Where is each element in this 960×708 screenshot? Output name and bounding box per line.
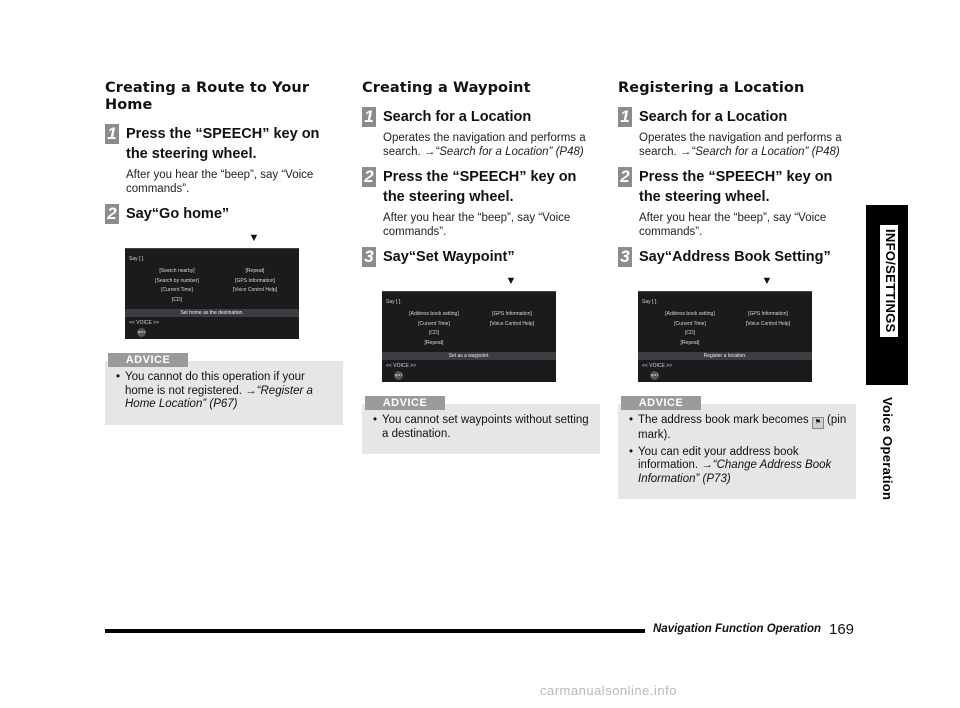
step-1 [105,124,343,196]
step-title: Say“Set Waypoint” [383,249,515,265]
chapter-sidebar [866,205,908,501]
step-description: After you hear the “beep”, say “Voice commands”. [383,212,571,238]
step-number: 1 [362,107,376,127]
screen-say-prompt: Say [ ]. [386,299,402,305]
screen-voice-label: << VOICE >> [129,320,160,326]
screen-command: [GPS Information] [235,277,275,284]
page-reference: →“Search for a Location” (P48) [679,145,840,158]
step-number: 2 [618,167,632,187]
screen-voice-label: << VOICE >> [642,363,673,369]
advice-item: • You cannot set waypoints without setting a destination. [382,414,592,441]
page-number: 169 [829,621,855,638]
step-number: 3 [618,247,632,267]
step-title: Say“Address Book Setting” [639,249,831,265]
step-1 [618,107,856,159]
screen-command: [Search nearby] [159,268,195,274]
page-reference: →“Search for a Location” (P48) [423,145,584,158]
screen-command: [CD] [429,330,439,336]
step-2 [618,167,856,239]
section-title: Creating a Route to Your Home [105,80,310,113]
footer-rule [105,629,645,633]
advice-label: ADVICE [621,396,701,410]
screen-say-prompt: Say [ ]. [129,256,145,262]
voice-screen-image [638,291,812,382]
screen-quit-button: QUIT [394,371,403,380]
screen-command: [CD] [685,330,695,336]
screen-command: [GPS Information] [492,311,532,317]
step-title: Press the “SPEECH” key on the steering wheel. [383,169,577,205]
screen-command: [Search by number] [155,277,199,284]
step-description: After you hear the “beep”, say “Voice commands”. [639,212,827,238]
down-arrow-icon: ▼ [505,275,517,287]
column-route-home [105,80,343,425]
screen-command: [Voice Control Help] [232,287,278,293]
sidebar-subsection-label: Voice Operation [880,397,895,501]
advice-item: • The address book mark becomes ⚑ (pin mark). [638,414,848,443]
column-register-location [618,80,856,499]
screen-command: [GPS Information] [748,311,788,317]
step-3 [362,247,600,267]
down-arrow-icon: ▼ [761,275,773,287]
screen-command: [Voice Control Help] [745,320,791,327]
screen-command: [Current Time] [418,320,450,327]
screen-command: [Current Time] [674,320,706,327]
advice-label: ADVICE [108,353,188,367]
page-reference: →“Register a Home Location” (P67) [125,384,313,410]
step-number: 1 [618,107,632,127]
screen-command: [Repeat] [680,339,700,346]
screen-status-bar: Set home as the destination. [125,309,299,317]
screen-say-prompt: Say [ ]. [642,299,658,305]
screen-command-list-left [147,267,207,305]
screen-voice-label: << VOICE >> [386,363,417,369]
step-title: Say“Go home” [126,206,230,222]
screen-status-bar: Register a location. [638,352,812,360]
footer-chapter: Navigation Function Operation [653,623,822,635]
step-number: 2 [105,204,119,224]
screen-command-list-left [404,310,464,348]
advice-item: • You can edit your address book information. →“Change Address Book Information” (P73) [638,446,848,487]
pin-icon: ⚑ [812,417,824,429]
step-title: Press the “SPEECH” key on the steering wheel. [126,126,320,162]
voice-screen-image [382,291,556,382]
section-title: Registering a Location [618,80,805,96]
advice-label: ADVICE [365,396,445,410]
screen-status-bar: Set as a waypoint. [382,352,556,360]
step-title: Search for a Location [383,109,532,125]
screen-quit-button: QUIT [137,328,146,337]
screen-quit-button: QUIT [650,371,659,380]
advice-box [362,397,600,454]
step-description: Operates the navigation and performs a search. →“Search for a Location” (P48) [639,132,842,158]
step-title: Press the “SPEECH” key on the steering wheel. [639,169,833,205]
section-title: Creating a Waypoint [362,80,531,96]
screen-command: [Repeat] [424,339,444,346]
screen-command: [Address book setting] [665,311,715,317]
screen-command-list-right [738,310,798,329]
screen-command: [Voice Control Help] [489,320,535,327]
advice-box [618,397,856,499]
step-number: 2 [362,167,376,187]
advice-item: • You cannot do this operation if your home is not registered. →“Register a Home Location” (P67) [125,371,335,412]
watermark: carmanualsonline.info [540,683,677,698]
step-number: 1 [105,124,119,144]
step-number: 3 [362,247,376,267]
down-arrow-icon: ▼ [248,232,260,244]
step-2 [105,204,343,224]
step-1 [362,107,600,159]
screen-command-list-right [225,267,285,296]
step-3 [618,247,856,267]
screen-command: [Address book setting] [409,311,459,317]
voice-screen-image [125,248,299,339]
page-reference: →“Change Address Book Information” (P73) [638,459,832,485]
column-waypoint [362,80,600,454]
screen-command: [Current Time] [161,287,193,293]
step-description: Operates the navigation and performs a search. →“Search for a Location” (P48) [383,132,586,158]
step-description: After you hear the “beep”, say “Voice commands”. [126,169,314,195]
step-title: Search for a Location [639,109,788,125]
advice-box [105,354,343,425]
step-2 [362,167,600,239]
screen-command-list-left [660,310,720,348]
sidebar-section-label: INFO/SETTINGS [880,225,898,337]
screen-command: [CD] [172,296,182,303]
screen-command-list-right [482,310,542,329]
screen-command: [Repeat] [245,268,265,274]
